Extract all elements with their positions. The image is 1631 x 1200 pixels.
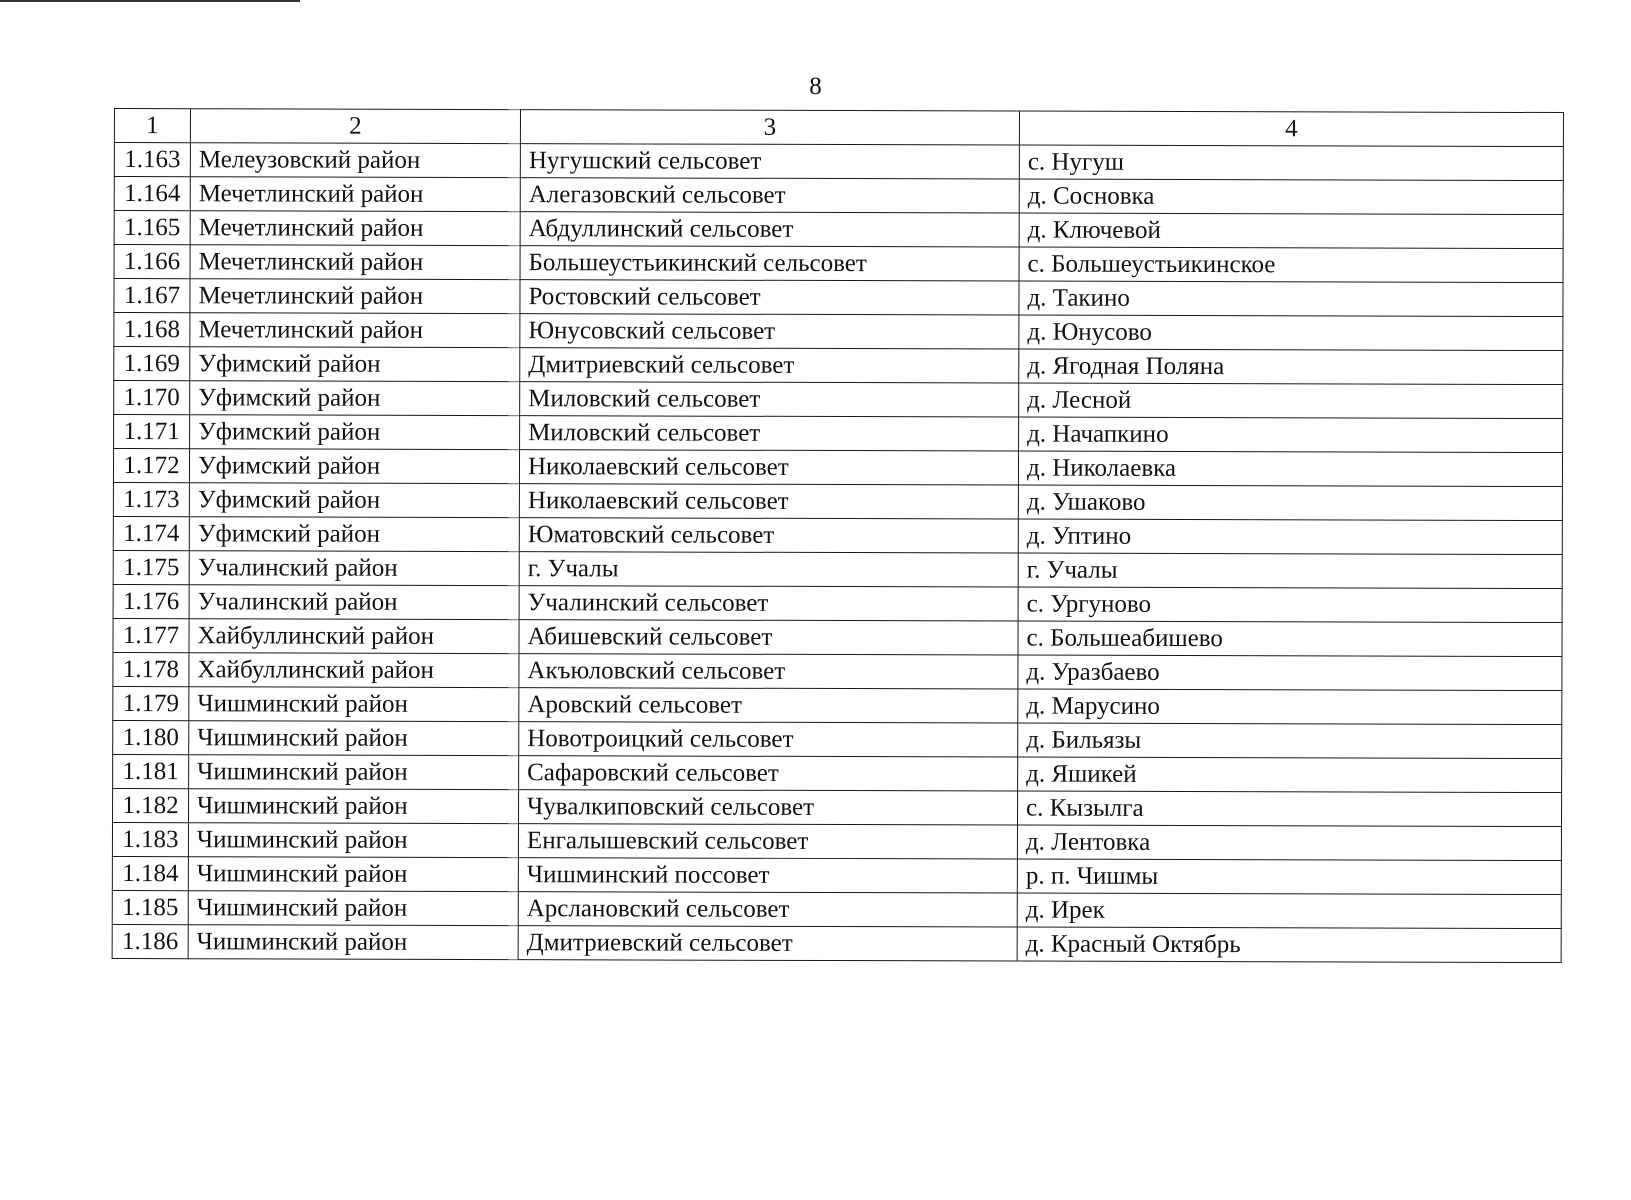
council-cell: Миловский сельсовет bbox=[520, 382, 1019, 417]
council-cell: Абдуллинский сельсовет bbox=[520, 212, 1019, 247]
settlement-cell: с. Большеабишево bbox=[1018, 621, 1562, 657]
district-cell: Мечетлинский район bbox=[190, 279, 520, 314]
row-number-cell: 1.177 bbox=[113, 618, 189, 652]
settlement-cell: д. Лесной bbox=[1019, 383, 1563, 419]
table-row bbox=[113, 449, 1562, 487]
table-row bbox=[113, 720, 1562, 758]
council-cell: г. Учалы bbox=[519, 552, 1018, 587]
table-row bbox=[114, 177, 1563, 215]
district-cell: Чишминский район bbox=[188, 823, 518, 858]
settlement-cell: д. Юнусово bbox=[1019, 315, 1563, 351]
settlement-cell: д. Ирек bbox=[1017, 893, 1561, 929]
settlement-cell: д. Ключевой bbox=[1019, 213, 1563, 249]
district-cell: Уфимский район bbox=[190, 415, 520, 450]
table-row bbox=[114, 415, 1563, 453]
row-number-cell: 1.166 bbox=[114, 245, 190, 279]
council-cell: Чишминский поссовет bbox=[518, 858, 1017, 893]
row-number-cell: 1.167 bbox=[114, 279, 190, 313]
settlement-cell: с. Большеустьикинское bbox=[1019, 247, 1563, 283]
table-row bbox=[114, 245, 1563, 283]
council-cell: Дмитриевский сельсовет bbox=[520, 348, 1019, 383]
table-row bbox=[112, 856, 1561, 894]
council-cell: Чувалкиповский сельсовет bbox=[519, 790, 1018, 825]
header-col-4: 4 bbox=[1019, 111, 1563, 147]
scan-edge-mark bbox=[0, 0, 300, 2]
row-number-cell: 1.183 bbox=[112, 822, 188, 856]
row-number-cell: 1.179 bbox=[113, 686, 189, 720]
council-cell: Сафаровский сельсовет bbox=[519, 756, 1018, 791]
council-cell: Аровский сельсовет bbox=[519, 688, 1018, 723]
district-cell: Чишминский район bbox=[189, 755, 519, 790]
council-cell: Дмитриевский сельсовет bbox=[518, 926, 1017, 961]
table-row bbox=[114, 279, 1563, 317]
table-row bbox=[113, 652, 1562, 690]
header-col-1: 1 bbox=[114, 109, 190, 143]
table-row bbox=[113, 618, 1562, 656]
table-body bbox=[112, 143, 1563, 963]
row-number-cell: 1.165 bbox=[114, 211, 190, 245]
district-cell: Чишминский район bbox=[188, 891, 518, 926]
council-cell: Миловский сельсовет bbox=[520, 416, 1019, 451]
district-cell: Чишминский район bbox=[188, 925, 518, 960]
row-number-cell: 1.186 bbox=[112, 924, 188, 958]
header-col-2: 2 bbox=[190, 109, 520, 144]
row-number-cell: 1.172 bbox=[113, 449, 189, 483]
settlement-cell: с. Нугуш bbox=[1019, 145, 1563, 181]
settlement-cell: д. Уразбаево bbox=[1018, 655, 1562, 691]
settlement-cell: д. Такино bbox=[1019, 281, 1563, 317]
settlement-cell: д. Уптино bbox=[1018, 519, 1562, 555]
district-cell: Мечетлинский район bbox=[190, 245, 520, 280]
council-cell: Учалинский сельсовет bbox=[519, 586, 1018, 621]
district-cell: Уфимский район bbox=[189, 449, 519, 484]
settlement-cell: д. Бильязы bbox=[1018, 723, 1562, 759]
council-cell: Николаевский сельсовет bbox=[519, 450, 1018, 485]
settlement-cell: д. Лентовка bbox=[1017, 825, 1561, 861]
settlement-cell: р. п. Чишмы bbox=[1017, 859, 1561, 895]
council-cell: Алегазовский сельсовет bbox=[520, 178, 1019, 213]
row-number-cell: 1.185 bbox=[112, 890, 188, 924]
table-row bbox=[114, 211, 1563, 249]
table-row bbox=[114, 143, 1563, 181]
row-number-cell: 1.174 bbox=[113, 516, 189, 550]
header-col-3: 3 bbox=[520, 110, 1019, 145]
table-row bbox=[112, 890, 1561, 928]
district-cell: Мелеузовский район bbox=[190, 143, 520, 178]
settlement-cell: д. Ягодная Поляна bbox=[1019, 349, 1563, 385]
table-row bbox=[113, 550, 1562, 588]
settlement-cell: с. Кызылга bbox=[1018, 791, 1562, 827]
settlement-cell: д. Ушаково bbox=[1018, 485, 1562, 521]
row-number-cell: 1.163 bbox=[114, 143, 190, 177]
district-cell: Уфимский район bbox=[189, 517, 519, 552]
district-cell: Хайбуллинский район bbox=[189, 653, 519, 688]
row-number-cell: 1.171 bbox=[114, 415, 190, 449]
district-cell: Уфимский район bbox=[189, 483, 519, 518]
row-number-cell: 1.180 bbox=[113, 720, 189, 754]
table-row bbox=[114, 381, 1563, 419]
council-cell: Абишевский сельсовет bbox=[519, 620, 1018, 655]
district-cell: Уфимский район bbox=[190, 381, 520, 416]
row-number-cell: 1.184 bbox=[112, 856, 188, 890]
table-row bbox=[114, 347, 1563, 385]
district-cell: Учалинский район bbox=[189, 585, 519, 620]
council-cell: Нугушский сельсовет bbox=[520, 144, 1019, 179]
district-cell: Мечетлинский район bbox=[190, 211, 520, 246]
district-cell: Уфимский район bbox=[190, 347, 520, 382]
row-number-cell: 1.170 bbox=[114, 381, 190, 415]
settlement-cell: г. Учалы bbox=[1018, 553, 1562, 589]
settlement-cell: д. Николаевка bbox=[1018, 451, 1562, 487]
council-cell: Ростовский сельсовет bbox=[520, 280, 1019, 315]
council-cell: Николаевский сельсовет bbox=[519, 484, 1018, 519]
table-row bbox=[112, 822, 1561, 860]
settlement-cell: д. Марусино bbox=[1018, 689, 1562, 725]
district-cell: Хайбуллинский район bbox=[189, 619, 519, 654]
settlements-table bbox=[112, 108, 1564, 963]
table-row bbox=[113, 584, 1562, 622]
table-row bbox=[114, 313, 1563, 351]
table-row bbox=[113, 516, 1562, 554]
table-row bbox=[113, 788, 1562, 826]
settlement-cell: д. Начапкино bbox=[1019, 417, 1563, 453]
settlement-cell: д. Сосновка bbox=[1019, 179, 1563, 215]
council-cell: Юматовский сельсовет bbox=[519, 518, 1018, 553]
district-cell: Мечетлинский район bbox=[190, 313, 520, 348]
table-row bbox=[112, 924, 1561, 962]
district-cell: Чишминский район bbox=[188, 857, 518, 892]
district-cell: Чишминский район bbox=[189, 721, 519, 756]
council-cell: Новотроицкий сельсовет bbox=[519, 722, 1018, 757]
district-cell: Учалинский район bbox=[189, 551, 519, 586]
council-cell: Арслановский сельсовет bbox=[518, 892, 1017, 927]
row-number-cell: 1.176 bbox=[113, 584, 189, 618]
row-number-cell: 1.168 bbox=[114, 313, 190, 347]
table-row bbox=[113, 482, 1562, 520]
row-number-cell: 1.169 bbox=[114, 347, 190, 381]
table-header-row bbox=[114, 109, 1563, 147]
page-number: 8 bbox=[809, 73, 822, 100]
district-cell: Чишминский район bbox=[189, 687, 519, 722]
row-number-cell: 1.164 bbox=[114, 177, 190, 211]
row-number-cell: 1.175 bbox=[113, 550, 189, 584]
council-cell: Большеустьикинский сельсовет bbox=[520, 246, 1019, 281]
settlement-cell: с. Ургуново bbox=[1018, 587, 1562, 623]
council-cell: Юнусовский сельсовет bbox=[520, 314, 1019, 349]
row-number-cell: 1.182 bbox=[113, 788, 189, 822]
table-row bbox=[113, 686, 1562, 724]
district-cell: Мечетлинский район bbox=[190, 177, 520, 212]
table-row bbox=[113, 754, 1562, 792]
row-number-cell: 1.178 bbox=[113, 652, 189, 686]
row-number-cell: 1.173 bbox=[113, 482, 189, 516]
district-cell: Чишминский район bbox=[189, 789, 519, 824]
settlement-cell: д. Яшикей bbox=[1018, 757, 1562, 793]
council-cell: Енгалышевский сельсовет bbox=[518, 824, 1017, 859]
council-cell: Акъюловский сельсовет bbox=[519, 654, 1018, 689]
settlement-cell: д. Красный Октябрь bbox=[1017, 927, 1561, 963]
row-number-cell: 1.181 bbox=[113, 754, 189, 788]
